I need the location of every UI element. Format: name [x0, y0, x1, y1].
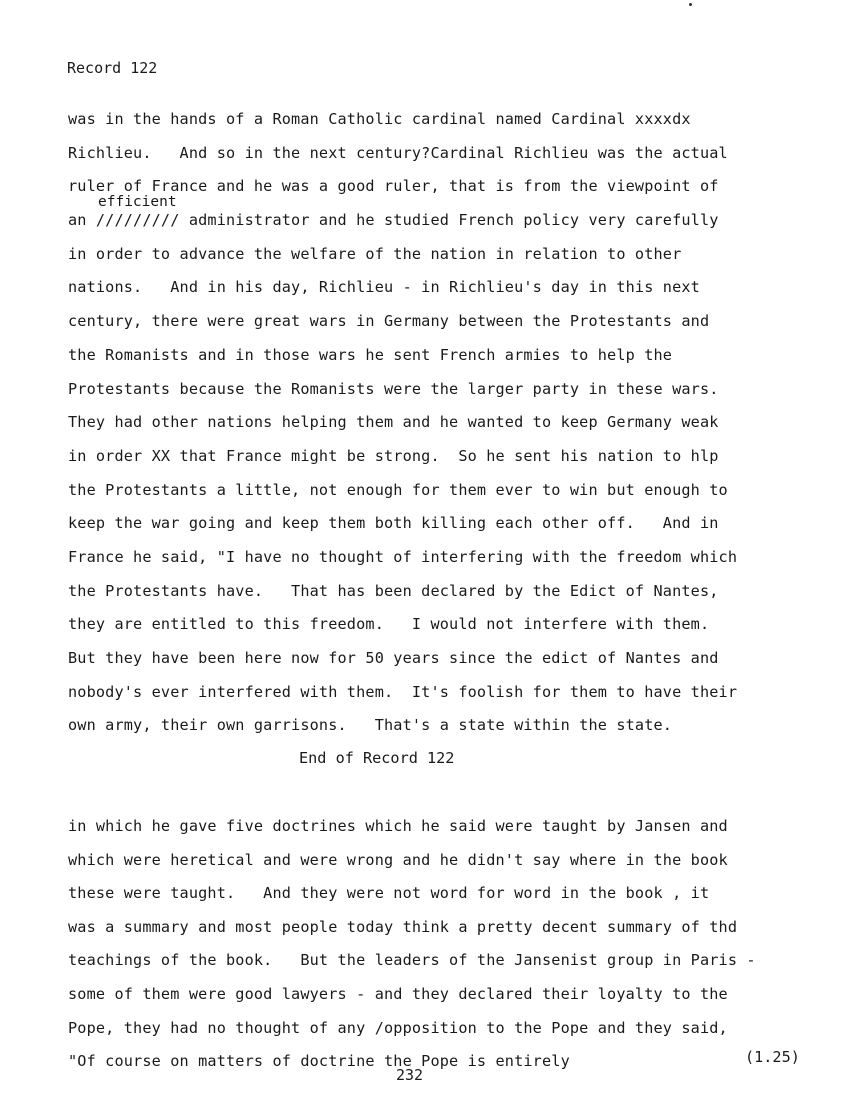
text-line: an ///////// administrator and he studied French policy very carefully — [68, 211, 719, 230]
text-line: Pope, they had no thought of any /opposition to the Pope and they said, — [68, 1018, 728, 1037]
section-2-text — [68, 816, 828, 1085]
end-of-record-label: End of Record 122 — [299, 749, 455, 767]
text-line: the Protestants have. That has been declared by the Edict of Nantes, — [68, 581, 719, 600]
text-line: Richlieu. And so in the next century?Cardinal Richlieu was the actual — [68, 143, 728, 162]
page-number: 232 — [396, 1066, 424, 1084]
text-line: nations. And in his day, Richlieu - in Richlieu's day in this next — [68, 278, 700, 297]
text-line: was a summary and most people today think a pretty decent summary of thd — [68, 917, 738, 936]
text-line: France he said, "I have no thought of interfering with the freedom which — [68, 547, 738, 566]
text-line: these were taught. And they were not word for word in the book , it — [68, 884, 710, 903]
ink-speck — [689, 3, 692, 6]
text-line: own army, their own garrisons. That's a state within the state. — [68, 716, 673, 735]
footnote-reference: (1.25) — [745, 1048, 800, 1066]
text-line: ruler of France and he was a good ruler, that is from the viewpoint of — [68, 177, 719, 196]
text-line: They had other nations helping them and he wanted to keep Germany weak — [68, 413, 719, 432]
record-header: Record 122 — [67, 59, 158, 77]
text-line: they are entitled to this freedom. I would not interfere with them. — [68, 615, 710, 634]
text-line: century, there were great wars in Germany between the Protestants and — [68, 312, 710, 331]
text-line: the Protestants a little, not enough for them ever to win but enough to — [68, 480, 728, 499]
section-1-text — [68, 109, 828, 749]
text-line: "Of course on matters of doctrine the Pope is entirely — [68, 1052, 570, 1071]
text-line: keep the war going and keep them both killing each other off. And in — [68, 514, 719, 533]
text-line: in order XX that France might be strong. So he sent his nation to hlp — [68, 446, 719, 465]
text-line: But they have been here now for 50 years since the edict of Nantes and — [68, 649, 719, 667]
text-line: in order to advance the welfare of the nation in relation to other — [68, 244, 682, 263]
text-line: Protestants because the Romanists were the larger party in these wars. — [68, 379, 719, 398]
text-line: which were heretical and were wrong and he didn't say where in the book — [68, 850, 728, 869]
text-line: some of them were good lawyers - and they declared their loyalty to the — [68, 984, 728, 1003]
interlinear-correction: efficient — [98, 194, 177, 210]
text-line: teachings of the book. But the leaders of the Jansenist group in Paris - — [68, 951, 756, 970]
text-line: in which he gave five doctrines which he said were taught by Jansen and — [68, 817, 728, 835]
text-line: was in the hands of a Roman Catholic cardinal named Cardinal xxxxdx — [68, 110, 691, 128]
text-line: the Romanists and in those wars he sent French armies to help the — [68, 345, 673, 364]
text-line: nobody's ever interfered with them. It's foolish for them to have their — [68, 682, 738, 701]
